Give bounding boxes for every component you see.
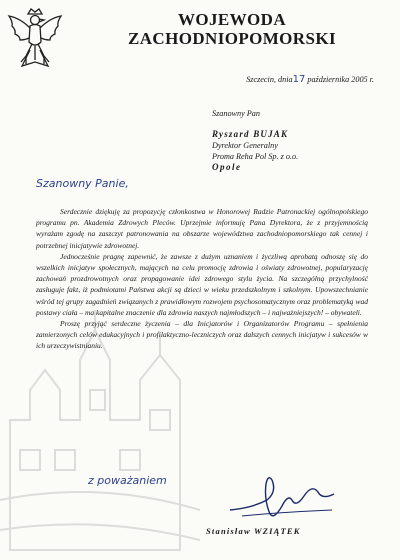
handwritten-signature-icon: [222, 470, 342, 522]
recipient-name: Ryszard BUJAK: [212, 129, 289, 139]
closing-handwritten: z poważaniem: [88, 474, 167, 487]
body-paragraph-1: Serdecznie dziękuję za propozycję członkostwa w Honorowej Radzie Patronackiej ogólnopolskiego programu pn. Akademia Zdrowych Pleców. Uprzejmie informuję Pana Dyrektora, że z przyjemnością wyrażam zgodę na zaszczyt patronowania na obszarze województwa zachodniopomorskiego tak cennej i potrzebnej inicjatywie zdrowotnej.: [36, 207, 368, 250]
signer-name: Stanisław WZIĄTEK: [206, 526, 301, 536]
salutation-handwritten: Szanowny Panie,: [36, 177, 129, 190]
body-paragraph-2: Jednocześnie pragnę zapewnić, że zawsze z dużym uznaniem i życzliwą aprobatą odnoszę się do wszelkich inicjatyw społecznych, mających na celu promocję zdrowia i oświaty zdrowotnej, popularyzację zachowań prozdrowotnych oraz propagowanie idei zdrowego stylu życia. Na szczególną przychylność zasługuje fakt, iż podmiotami Państwa akcji są dzieci w wieku przedszkolnym i szkolnym. Upowszechnianie wśród tej grupy zagadnień związanych z prawidłowym rozwojem psychosomatycznym oraz problematyką wad postawy ciała – ma kapitalne znaczenie dla zdrowia naszych najmłodszych – i najważniejszych! – obywateli.: [36, 251, 368, 317]
body-paragraph-3: Proszę przyjąć serdeczne życzenia – dla Inicjatorów i Organizatorów Programu – spełnienia zamierzonych celów edukacyjnych i profilaktyczno-leczniczych oraz dalszych cennych inicjatyw i sukcesów w ich urzeczywistnianiu.: [36, 319, 368, 351]
header-line-2: ZACHODNIOPOMORSKI: [128, 29, 336, 48]
recipient-address: [212, 108, 298, 173]
recipient-company: Proma Reha Pol Sp. z o.o.: [212, 152, 299, 161]
office-header: [82, 10, 382, 48]
recipient-greeting: Szanowny Pan: [212, 109, 260, 118]
recipient-city: Opole: [212, 162, 242, 172]
letter-date: [246, 74, 374, 85]
header-line-1: WOJEWODA: [177, 10, 287, 29]
date-prefix: Szczecin, dnia: [246, 75, 293, 84]
recipient-title: Dyrektor Generalny: [212, 141, 278, 150]
date-day-handwritten: 17: [292, 74, 306, 85]
letter-body: [36, 206, 368, 352]
polish-eagle-emblem-icon: [6, 6, 64, 72]
date-rest: października 2005 r.: [307, 75, 374, 84]
